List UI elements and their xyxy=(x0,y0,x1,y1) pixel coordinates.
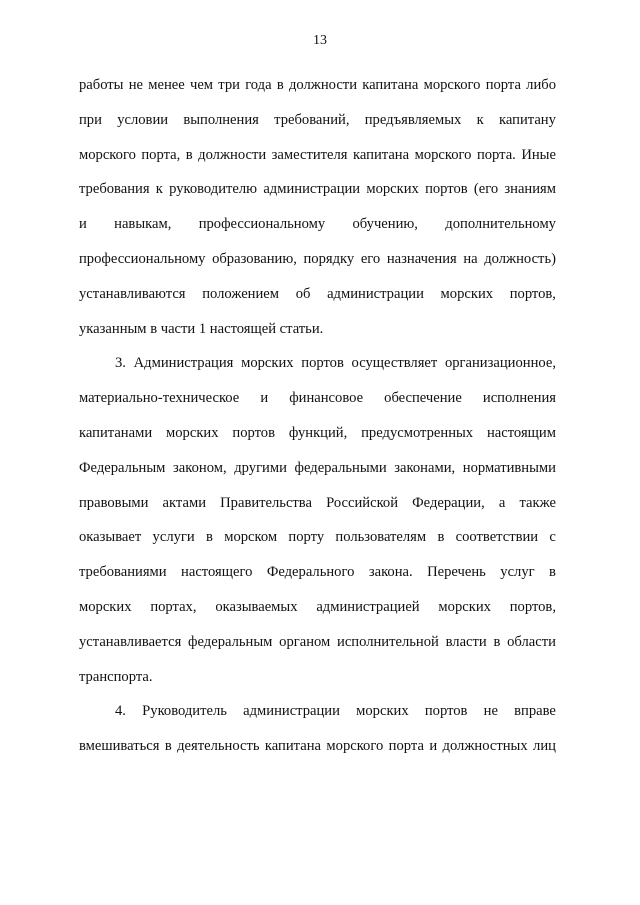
word: к xyxy=(155,181,163,198)
word: (его xyxy=(473,181,499,198)
word: выполнения xyxy=(183,111,259,128)
word: либо xyxy=(526,77,556,93)
text-line xyxy=(79,451,556,486)
word: в xyxy=(549,564,556,581)
word: порта xyxy=(388,738,424,755)
word: области xyxy=(507,633,556,650)
word: федеральными xyxy=(294,459,387,476)
word: настоящего xyxy=(181,564,253,581)
text-line xyxy=(79,346,556,381)
word: в xyxy=(437,529,445,546)
word: услуг xyxy=(500,564,535,581)
word: в xyxy=(164,738,172,755)
text-line: транспорта. xyxy=(79,668,153,685)
word: морских xyxy=(366,181,419,198)
word: а xyxy=(498,494,506,511)
text-line xyxy=(79,103,556,138)
word: морских xyxy=(241,355,294,372)
word: порта, xyxy=(141,146,181,163)
word: должностных xyxy=(442,738,528,755)
word: Перечень xyxy=(427,564,486,581)
text-line xyxy=(79,520,556,555)
word: профессиональному xyxy=(79,250,206,267)
text-line xyxy=(79,138,556,173)
word: 3. xyxy=(115,355,126,372)
word: Федерации, xyxy=(412,494,485,511)
word: и xyxy=(260,390,269,407)
page-number: 13 xyxy=(313,33,327,48)
word: материально-техническое xyxy=(79,390,240,407)
word: образованию, xyxy=(212,250,297,267)
text-line: указанным в части 1 настоящей статьи. xyxy=(79,320,324,337)
word: правовыми xyxy=(79,494,149,511)
word: актами xyxy=(162,494,207,511)
word: руководителю xyxy=(169,181,258,198)
word: к xyxy=(476,111,484,128)
word: исполнения xyxy=(482,390,556,407)
word: функций, xyxy=(288,424,348,441)
word: настоящим xyxy=(486,424,556,441)
word: положением xyxy=(202,285,280,302)
text-line xyxy=(79,68,556,103)
text-line xyxy=(79,416,556,451)
word: законом, xyxy=(173,459,227,476)
word: морских xyxy=(438,598,491,615)
word: работы xyxy=(79,77,124,93)
word: морских xyxy=(440,285,494,302)
word: Иные xyxy=(521,146,556,163)
text-line xyxy=(79,625,556,660)
word: менее xyxy=(148,77,185,93)
word: и xyxy=(79,216,87,233)
text-line xyxy=(79,486,556,521)
word: также xyxy=(519,494,556,511)
word: законами, xyxy=(394,459,456,476)
word: администрацией xyxy=(316,598,420,615)
word: дополнительному xyxy=(445,216,556,233)
word: капитана xyxy=(264,738,322,755)
word: 4. xyxy=(115,703,126,720)
word: портов xyxy=(424,703,468,720)
word: обучению, xyxy=(352,216,418,233)
word: организационное, xyxy=(444,355,556,372)
word: портов xyxy=(232,424,275,441)
word: Правительства xyxy=(220,494,312,511)
text-line xyxy=(79,207,556,242)
word: закона. xyxy=(368,564,413,581)
word: морских xyxy=(356,703,409,720)
word: администрации xyxy=(263,181,361,198)
word: требования xyxy=(79,181,150,198)
word: профессиональному xyxy=(198,216,326,233)
word: устанавливаются xyxy=(79,285,186,302)
word: требованиями xyxy=(79,564,167,581)
word: капитану xyxy=(499,111,556,128)
word: осуществляет xyxy=(351,355,438,372)
word: портах, xyxy=(150,598,197,615)
text-line xyxy=(79,277,556,312)
word: требований, xyxy=(274,111,350,128)
text-line xyxy=(79,555,556,590)
word: должности xyxy=(288,77,357,93)
word: предусмотренных xyxy=(361,424,474,441)
word: Федерального xyxy=(266,564,355,581)
word: морских xyxy=(166,424,219,441)
word: оказывает xyxy=(79,529,142,546)
word: другими xyxy=(234,459,287,476)
word: морском xyxy=(224,529,278,546)
word: знаниям xyxy=(504,181,556,198)
word: в xyxy=(493,633,501,650)
word: портов xyxy=(301,355,344,372)
word: вмешиваться xyxy=(79,738,160,755)
word: капитанами xyxy=(79,424,153,441)
word: чем xyxy=(189,77,214,93)
word: нормативными xyxy=(462,459,556,476)
word: не xyxy=(128,77,144,93)
word: порядку xyxy=(303,250,355,267)
word: морских xyxy=(79,598,132,615)
word: условии xyxy=(117,111,169,128)
word: порту xyxy=(288,529,325,546)
word: морского xyxy=(326,738,384,755)
word: не xyxy=(483,703,498,720)
word: обеспечение xyxy=(384,390,462,407)
word: и xyxy=(429,738,438,755)
word: порта. xyxy=(476,146,516,163)
word: Руководитель xyxy=(142,703,227,720)
word: пользователям xyxy=(335,529,427,546)
word: администрации xyxy=(327,285,424,302)
word: должность) xyxy=(484,250,556,267)
text-line xyxy=(79,694,556,729)
word: заместителя xyxy=(271,146,348,163)
word: три xyxy=(218,77,240,93)
word: портов, xyxy=(509,285,556,302)
word: в xyxy=(276,77,284,93)
word: капитана xyxy=(362,77,419,93)
word: навыкам, xyxy=(114,216,172,233)
word: об xyxy=(295,285,311,302)
word: Российской xyxy=(326,494,399,511)
text-line xyxy=(79,590,556,625)
word: исполнительной xyxy=(337,633,439,650)
word: морского xyxy=(414,146,472,163)
word: предъявляемых xyxy=(364,111,462,128)
word: при xyxy=(79,111,102,128)
word: на xyxy=(463,250,478,267)
word: должности xyxy=(198,146,267,163)
text-line xyxy=(79,729,556,764)
word: соответствии xyxy=(455,529,539,546)
word: органом xyxy=(279,633,331,650)
word: Администрация xyxy=(133,355,234,372)
word: морского xyxy=(79,146,136,163)
word: назначения xyxy=(386,250,457,267)
word: капитана xyxy=(352,146,410,163)
text-line xyxy=(79,172,556,207)
text-line xyxy=(79,242,556,277)
word: с xyxy=(549,529,556,546)
word: морского xyxy=(423,77,481,93)
word: года xyxy=(245,77,272,93)
word: администрации xyxy=(243,703,340,720)
word: федеральным xyxy=(188,633,273,650)
word: вправе xyxy=(514,703,556,720)
word: устанавливается xyxy=(79,633,182,650)
word: портов xyxy=(425,181,468,198)
word: Федеральным xyxy=(79,459,166,476)
word: деятельность xyxy=(177,738,260,755)
word: оказываемых xyxy=(215,598,298,615)
word: финансовое xyxy=(289,390,364,407)
word: в xyxy=(185,146,193,163)
word: в xyxy=(206,529,213,546)
word: портов, xyxy=(509,598,556,615)
word: услуги xyxy=(152,529,195,546)
word: его xyxy=(360,250,381,267)
word: порта xyxy=(485,77,521,93)
word: лиц xyxy=(533,738,556,755)
document-body xyxy=(79,68,556,764)
text-line xyxy=(79,381,556,416)
word: власти xyxy=(445,633,487,650)
